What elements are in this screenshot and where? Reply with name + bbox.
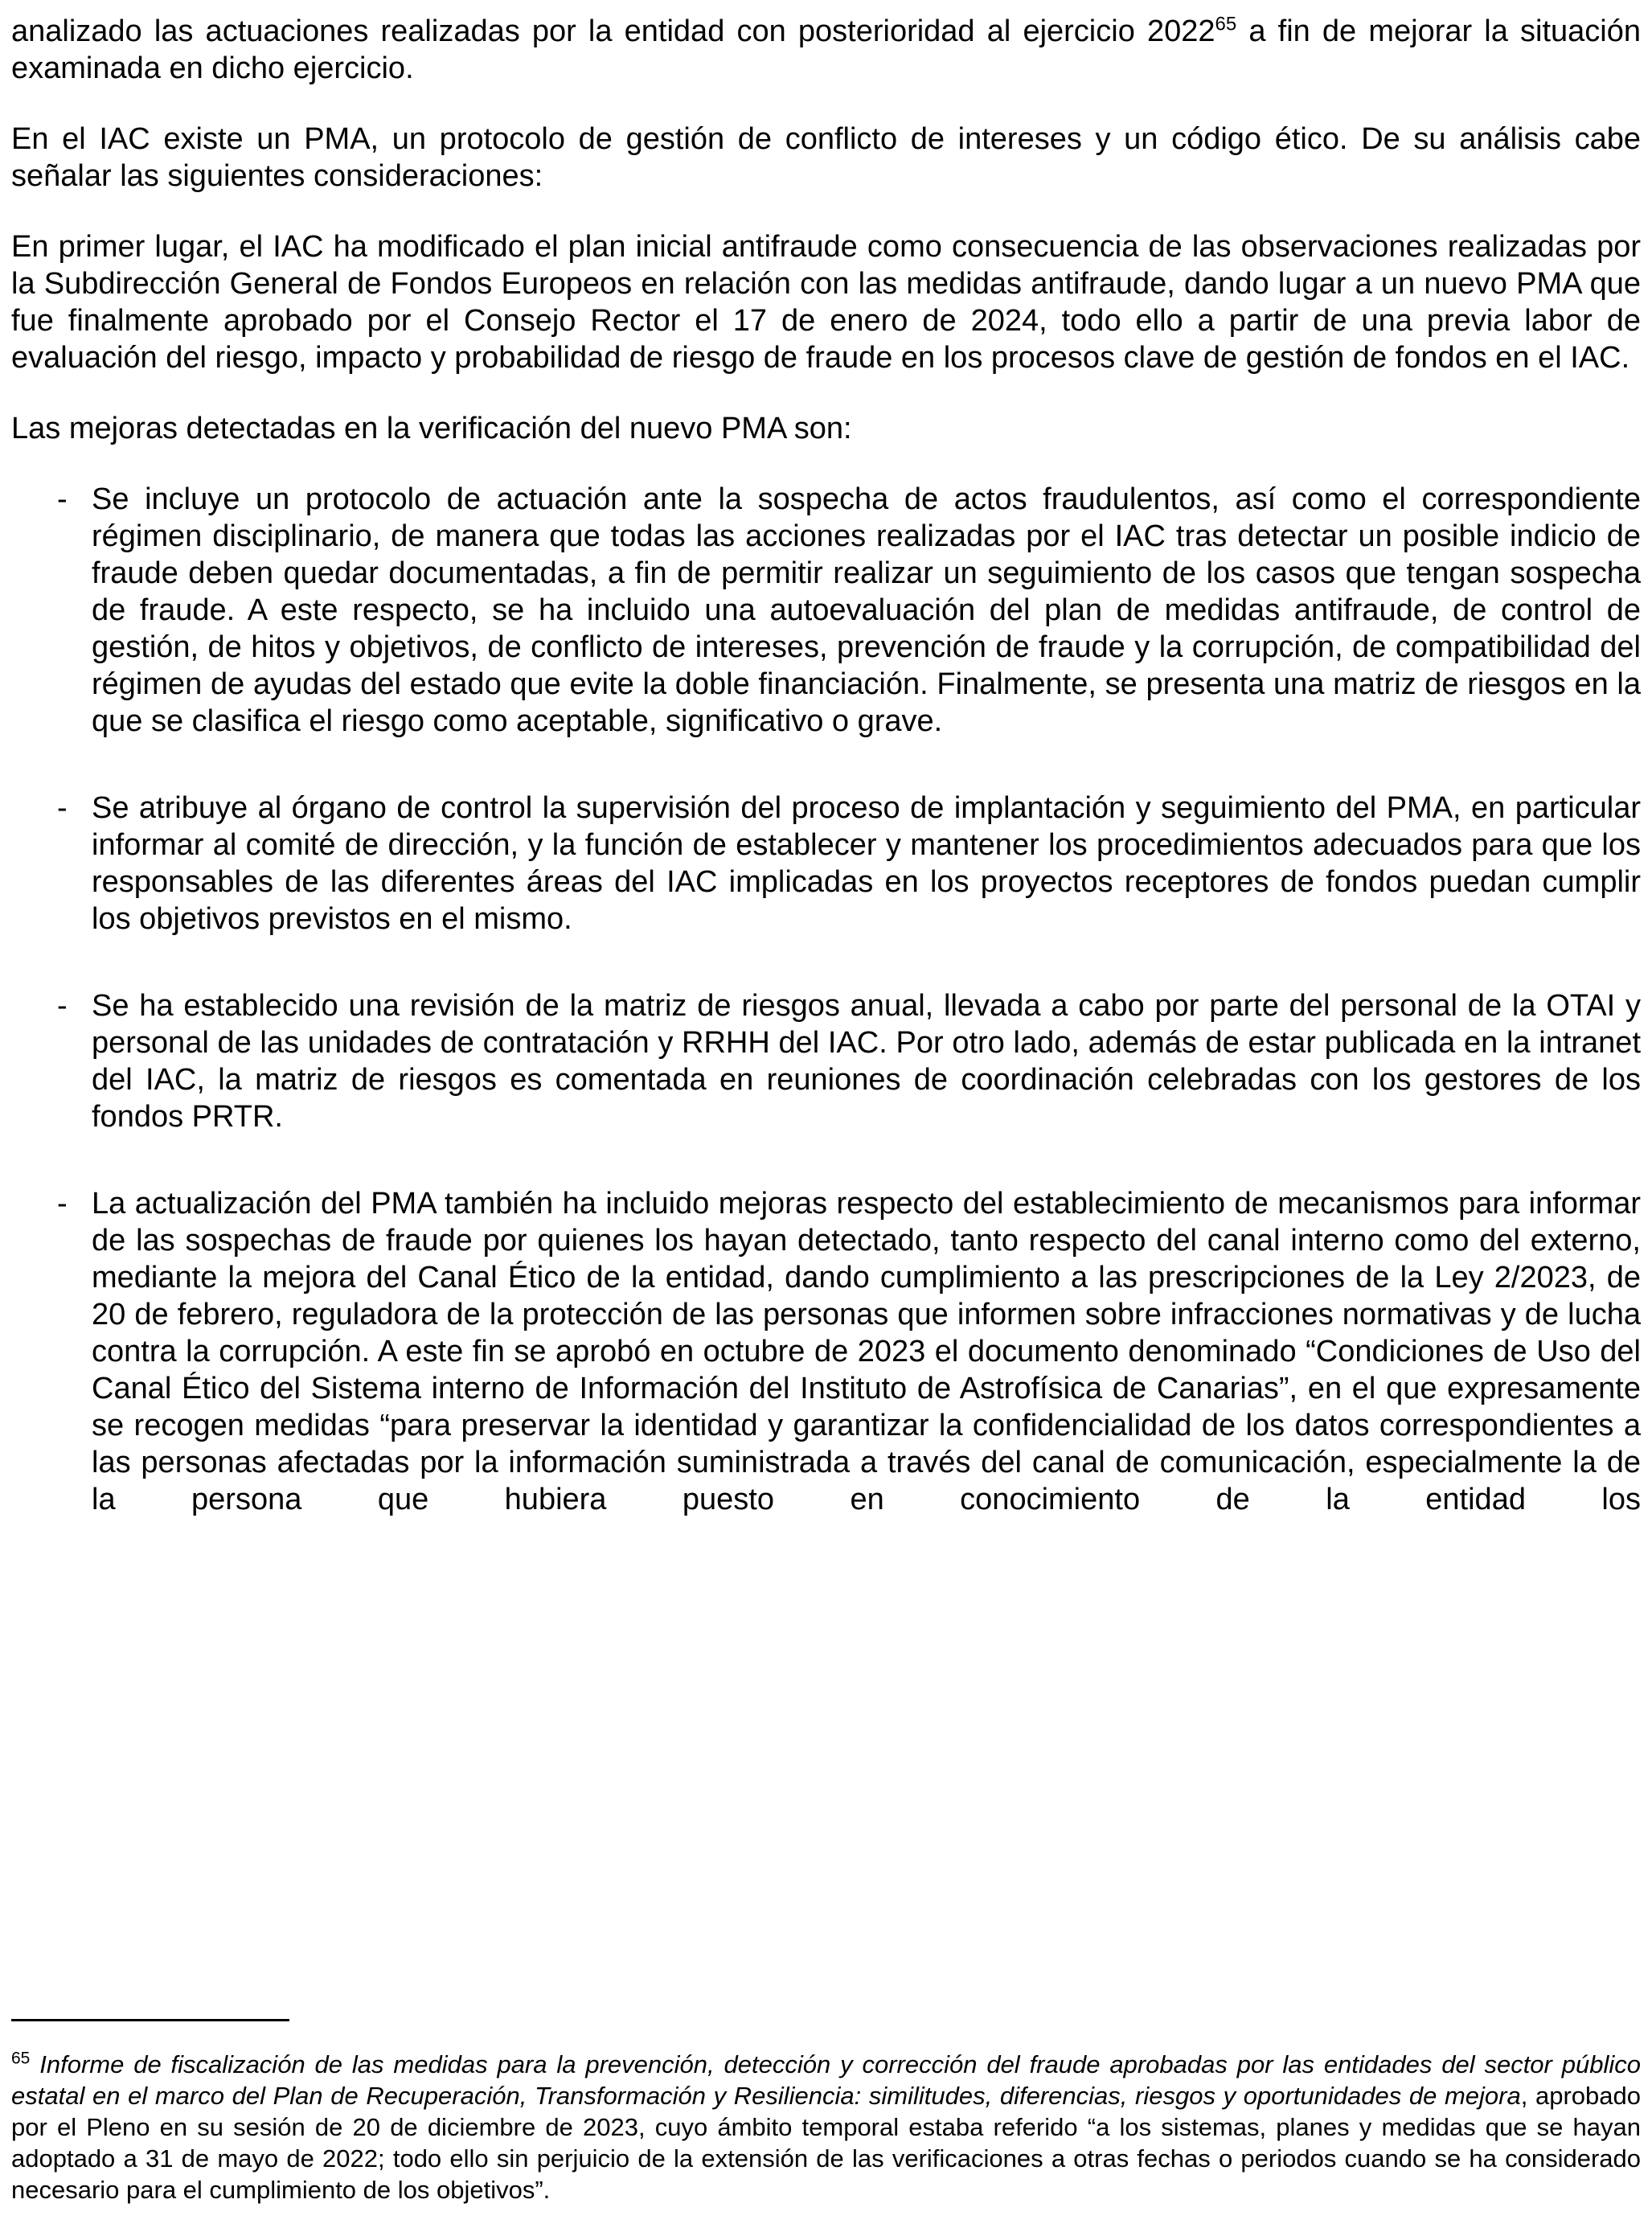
paragraph-mejoras-intro: Las mejoras detectadas en la verificación del nuevo PMA son: bbox=[11, 412, 852, 445]
paragraph-plan-antifraude: En primer lugar, el IAC ha modificado el plan inicial antifraude como consecuencia de las observaciones realizadas por la Subdirección General de Fondos Europeos en relación con las medidas antifraude, dando lugar a un nuevo PMA que fue finalmente aprobado por el Consejo Rector el 17 de enero de 2024, todo ello a partir de una previa labor de evaluación del riesgo, impacto y probabilidad de riesgo de fraude en los procesos clave de gestión de fondos en el IAC. bbox=[11, 230, 1641, 375]
dash-bullet: - bbox=[57, 989, 68, 1023]
footnote-area bbox=[11, 2019, 1641, 2205]
footnote-reference-65: 65 bbox=[1215, 13, 1237, 35]
page-body bbox=[11, 13, 1641, 1518]
paragraph-text: a fin de mejorar la situación examinada en dicho ejercicio. bbox=[11, 14, 1641, 85]
footnote-separator-rule bbox=[11, 2019, 289, 2021]
dash-bullet: - bbox=[57, 1187, 68, 1221]
footnote-65 bbox=[11, 2049, 1641, 2205]
list-item-matriz-riesgos bbox=[11, 987, 1641, 1135]
list-item-protocolo-actuacion bbox=[11, 481, 1641, 740]
paragraph-iac-pma: En el IAC existe un PMA, un protocolo de gestión de conflicto de intereses y un código ético. De su análisis cabe señalar las siguientes consideraciones: bbox=[11, 122, 1641, 193]
list-item-text: Se atribuye al órgano de control la supervisión del proceso de implantación y seguimiento del PMA, en particular informar al comité de dirección, y la función de establecer y mantener los procedimientos adecuados para que los responsables de las diferentes áreas del IAC implicadas en los proyectos receptores de fondos puedan cumplir los objetivos previstos en el mismo. bbox=[92, 791, 1641, 936]
dash-bullet: - bbox=[57, 482, 68, 516]
list-item-text: Se incluye un protocolo de actuación ante la sospecha de actos fraudulentos, así como el correspondiente régimen disciplinario, de manera que todas las acciones realizadas por el IAC tras detectar un posible indicio de fraude deben quedar documentadas, a fin de permitir realizar un seguimiento de los casos que tengan sospecha de fraude. A este respecto, se ha incluido una autoevaluación del plan de medidas antifraude, de control de gestión, de hitos y objetivos, de conflicto de intereses, prevención de fraude y la corrupción, de compatibilidad del régimen de ayudas del estado que evite la doble financiación. Finalmente, se presenta una matriz de riesgos en la que se clasifica el riesgo como aceptable, significativo o grave. bbox=[92, 482, 1641, 738]
list-item-text: La actualización del PMA también ha incluido mejoras respecto del establecimiento de mecanismos para informar de las sospechas de fraude por quienes los hayan detectado, tanto respecto del canal interno como del externo, mediante la mejora del Canal Ético de la entidad, dando cumplimiento a las prescripciones de la Ley 2/2023, de 20 de febrero, reguladora de la protección de las personas que informen sobre infracciones normativas y de lucha contra la corrupción. A este fin se aprobó en octubre de 2023 el documento denominado “Condiciones de Uso del Canal Ético del Sistema interno de Información del Instituto de Astrofísica de Canarias”, en el que expresamente se recogen medidas “para preservar la identidad y garantizar la confidencialidad de los datos correspondientes a las personas afectadas por la información suministrada a través del canal de comunicación, especialmente la de la persona que hubiera puesto en conocimiento de la entidad los bbox=[92, 1187, 1641, 1516]
paragraph-ejercicio-2022 bbox=[11, 13, 1641, 87]
footnote-report-title: Informe de fiscalización de las medidas para la prevención, detección y corrección del fraude aprobadas por las entidades del sector público estatal en el marco del Plan de Recuperación, Transformación y Resiliencia: similitudes, diferencias, riesgos y oportunidades de mejora bbox=[11, 2050, 1641, 2110]
list-item-canal-etico bbox=[11, 1185, 1641, 1518]
footnote-text: , aprobado por el Pleno en su sesión de 20 de diciembre de 2023, cuyo ámbito temporal estaba referido “a los sistemas, planes y medidas que se hayan adoptado a 31 de mayo de 2022; todo ello sin perjuicio de la extensión de las verificaciones a otras fechas o periodos cuando se ha considerado necesario para el cumplimiento de los objetivos”. bbox=[11, 2082, 1641, 2204]
list-item-text: Se ha establecido una revisión de la matriz de riesgos anual, llevada a cabo por parte del personal de la OTAI y personal de las unidades de contratación y RRHH del IAC. Por otro lado, además de estar publicada en la intranet del IAC, la matriz de riesgos es comentada en reuniones de coordinación celebradas con los gestores de los fondos PRTR. bbox=[92, 989, 1641, 1134]
footnote-number: 65 bbox=[11, 2049, 31, 2068]
paragraph-text: analizado las actuaciones realizadas por la entidad con posterioridad al ejercicio 2022 bbox=[11, 14, 1215, 48]
improvements-list bbox=[11, 481, 1641, 1518]
dash-bullet: - bbox=[57, 791, 68, 825]
list-item-organo-control bbox=[11, 790, 1641, 938]
